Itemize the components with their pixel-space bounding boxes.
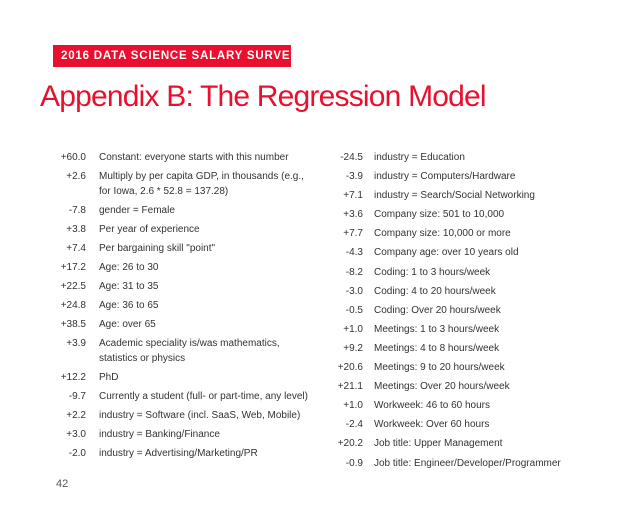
coefficient-row (44, 299, 316, 314)
coefficient-label: Meetings: 9 to 20 hours/week (374, 362, 505, 374)
coefficient-row (44, 428, 316, 443)
coefficient-value: +3.0 (66, 429, 86, 441)
coefficient-value: +12.2 (60, 371, 86, 383)
coefficient-label: Meetings: 4 to 8 hours/week (374, 342, 500, 354)
coefficient-label: Coding: 1 to 3 hours/week (374, 266, 491, 278)
coefficient-row (318, 189, 618, 204)
coefficient-label: industry = Banking/Finance (99, 429, 220, 441)
coefficients-left-column (44, 151, 316, 466)
coefficient-label: Academic speciality is/was mathematics, statistics or physics (99, 338, 280, 364)
coefficient-value: +24.8 (60, 300, 86, 312)
coefficient-label: industry = Search/Social Networking (374, 190, 535, 202)
coefficient-row (44, 409, 316, 424)
coefficient-value: +2.2 (66, 410, 86, 422)
coefficient-value: -0.5 (345, 304, 363, 316)
coefficient-value: +9.2 (343, 342, 363, 354)
page-number: 42 (56, 478, 69, 490)
coefficient-value: -2.4 (345, 419, 363, 431)
coefficient-row (318, 304, 618, 319)
coefficient-value: -4.3 (345, 247, 363, 259)
coefficient-label: Meetings: Over 20 hours/week (374, 381, 510, 393)
coefficient-label: Meetings: 1 to 3 hours/week (374, 323, 500, 335)
coefficient-row (44, 337, 316, 366)
coefficient-row (318, 246, 618, 261)
coefficient-value: +7.1 (343, 190, 363, 202)
coefficient-value: +1.0 (343, 323, 363, 335)
coefficient-value: +38.5 (60, 319, 86, 331)
coefficient-row (44, 151, 316, 166)
coefficient-label: industry = Advertising/Marketing/PR (99, 448, 258, 460)
coefficient-row (318, 151, 618, 166)
coefficient-row (318, 227, 618, 242)
coefficient-row (318, 170, 618, 185)
coefficient-value: +60.0 (60, 152, 86, 163)
coefficient-value: -2.0 (68, 448, 86, 460)
survey-banner: 2016 DATA SCIENCE SALARY SURVEY (53, 45, 291, 67)
coefficient-label: Company size: 10,000 or more (374, 228, 511, 240)
coefficient-row (318, 457, 618, 472)
coefficient-row (44, 261, 316, 276)
coefficient-value: +7.7 (343, 228, 363, 240)
coefficient-row (318, 266, 618, 281)
coefficient-row (44, 318, 316, 333)
coefficient-row (44, 204, 316, 219)
coefficient-value: +22.5 (60, 281, 86, 293)
coefficient-label: Multiply by per capita GDP, in thousands (e.g., for Iowa, 2.6 * 52.8 = 137.28) (99, 171, 304, 197)
page-title: Appendix B: The Regression Model (40, 80, 486, 113)
coefficient-row (44, 390, 316, 405)
coefficient-row (318, 285, 618, 300)
coefficient-value: -24.5 (340, 152, 363, 163)
coefficient-label: Per bargaining skill "point" (99, 242, 216, 254)
coefficient-row (44, 223, 316, 238)
coefficient-value: -8.2 (345, 266, 363, 278)
coefficient-label: Age: 31 to 35 (99, 281, 159, 293)
coefficient-value: +3.9 (66, 338, 86, 350)
coefficient-value: -7.8 (68, 204, 86, 216)
coefficient-value: +7.4 (66, 242, 86, 254)
coefficient-row (318, 399, 618, 414)
coefficient-value: +20.2 (337, 438, 363, 450)
coefficient-value: +21.1 (337, 381, 363, 393)
coefficients-right-column (318, 151, 618, 476)
coefficient-label: Age: 26 to 30 (99, 261, 159, 273)
coefficient-value: +3.8 (66, 223, 86, 235)
coefficient-label: Coding: Over 20 hours/week (374, 304, 501, 316)
coefficient-value: -9.7 (68, 391, 86, 403)
coefficient-label: industry = Software (incl. SaaS, Web, Mobile) (99, 410, 301, 422)
coefficient-label: Coding: 4 to 20 hours/week (374, 285, 496, 297)
coefficient-value: +1.0 (343, 400, 363, 412)
coefficient-value: +2.6 (66, 171, 86, 183)
coefficient-row (44, 170, 316, 199)
coefficient-row (318, 208, 618, 223)
coefficient-row (318, 342, 618, 357)
coefficient-row (44, 242, 316, 257)
coefficient-value: +17.2 (60, 261, 86, 273)
coefficient-row (318, 418, 618, 433)
coefficient-label: Constant: everyone starts with this number (99, 152, 289, 163)
coefficient-label: Age: over 65 (99, 319, 156, 331)
coefficient-label: Job title: Upper Management (374, 438, 503, 450)
coefficient-label: Workweek: 46 to 60 hours (374, 400, 490, 412)
coefficient-label: Company age: over 10 years old (374, 247, 519, 259)
coefficient-label: gender = Female (99, 204, 175, 216)
coefficient-row (44, 371, 316, 386)
coefficient-row (318, 437, 618, 452)
coefficient-row (318, 323, 618, 338)
coefficient-value: -3.0 (345, 285, 363, 297)
coefficient-label: Workweek: Over 60 hours (374, 419, 490, 431)
coefficient-value: -3.9 (345, 171, 363, 183)
coefficient-value: +3.6 (343, 209, 363, 221)
coefficient-label: Currently a student (full- or part-time, any level) (99, 391, 308, 403)
coefficient-label: industry = Computers/Hardware (374, 171, 516, 183)
coefficient-label: industry = Education (374, 152, 465, 163)
coefficient-row (318, 380, 618, 395)
coefficient-row (44, 447, 316, 462)
coefficient-row (318, 361, 618, 376)
coefficient-value: +20.6 (337, 362, 363, 374)
coefficient-label: Age: 36 to 65 (99, 300, 159, 312)
coefficient-label: Per year of experience (99, 223, 200, 235)
coefficient-label: Job title: Engineer/Developer/Programmer (374, 457, 561, 469)
coefficient-label: Company size: 501 to 10,000 (374, 209, 505, 221)
coefficient-row (44, 280, 316, 295)
coefficient-value: -0.9 (345, 457, 363, 469)
coefficient-label: PhD (99, 371, 119, 383)
